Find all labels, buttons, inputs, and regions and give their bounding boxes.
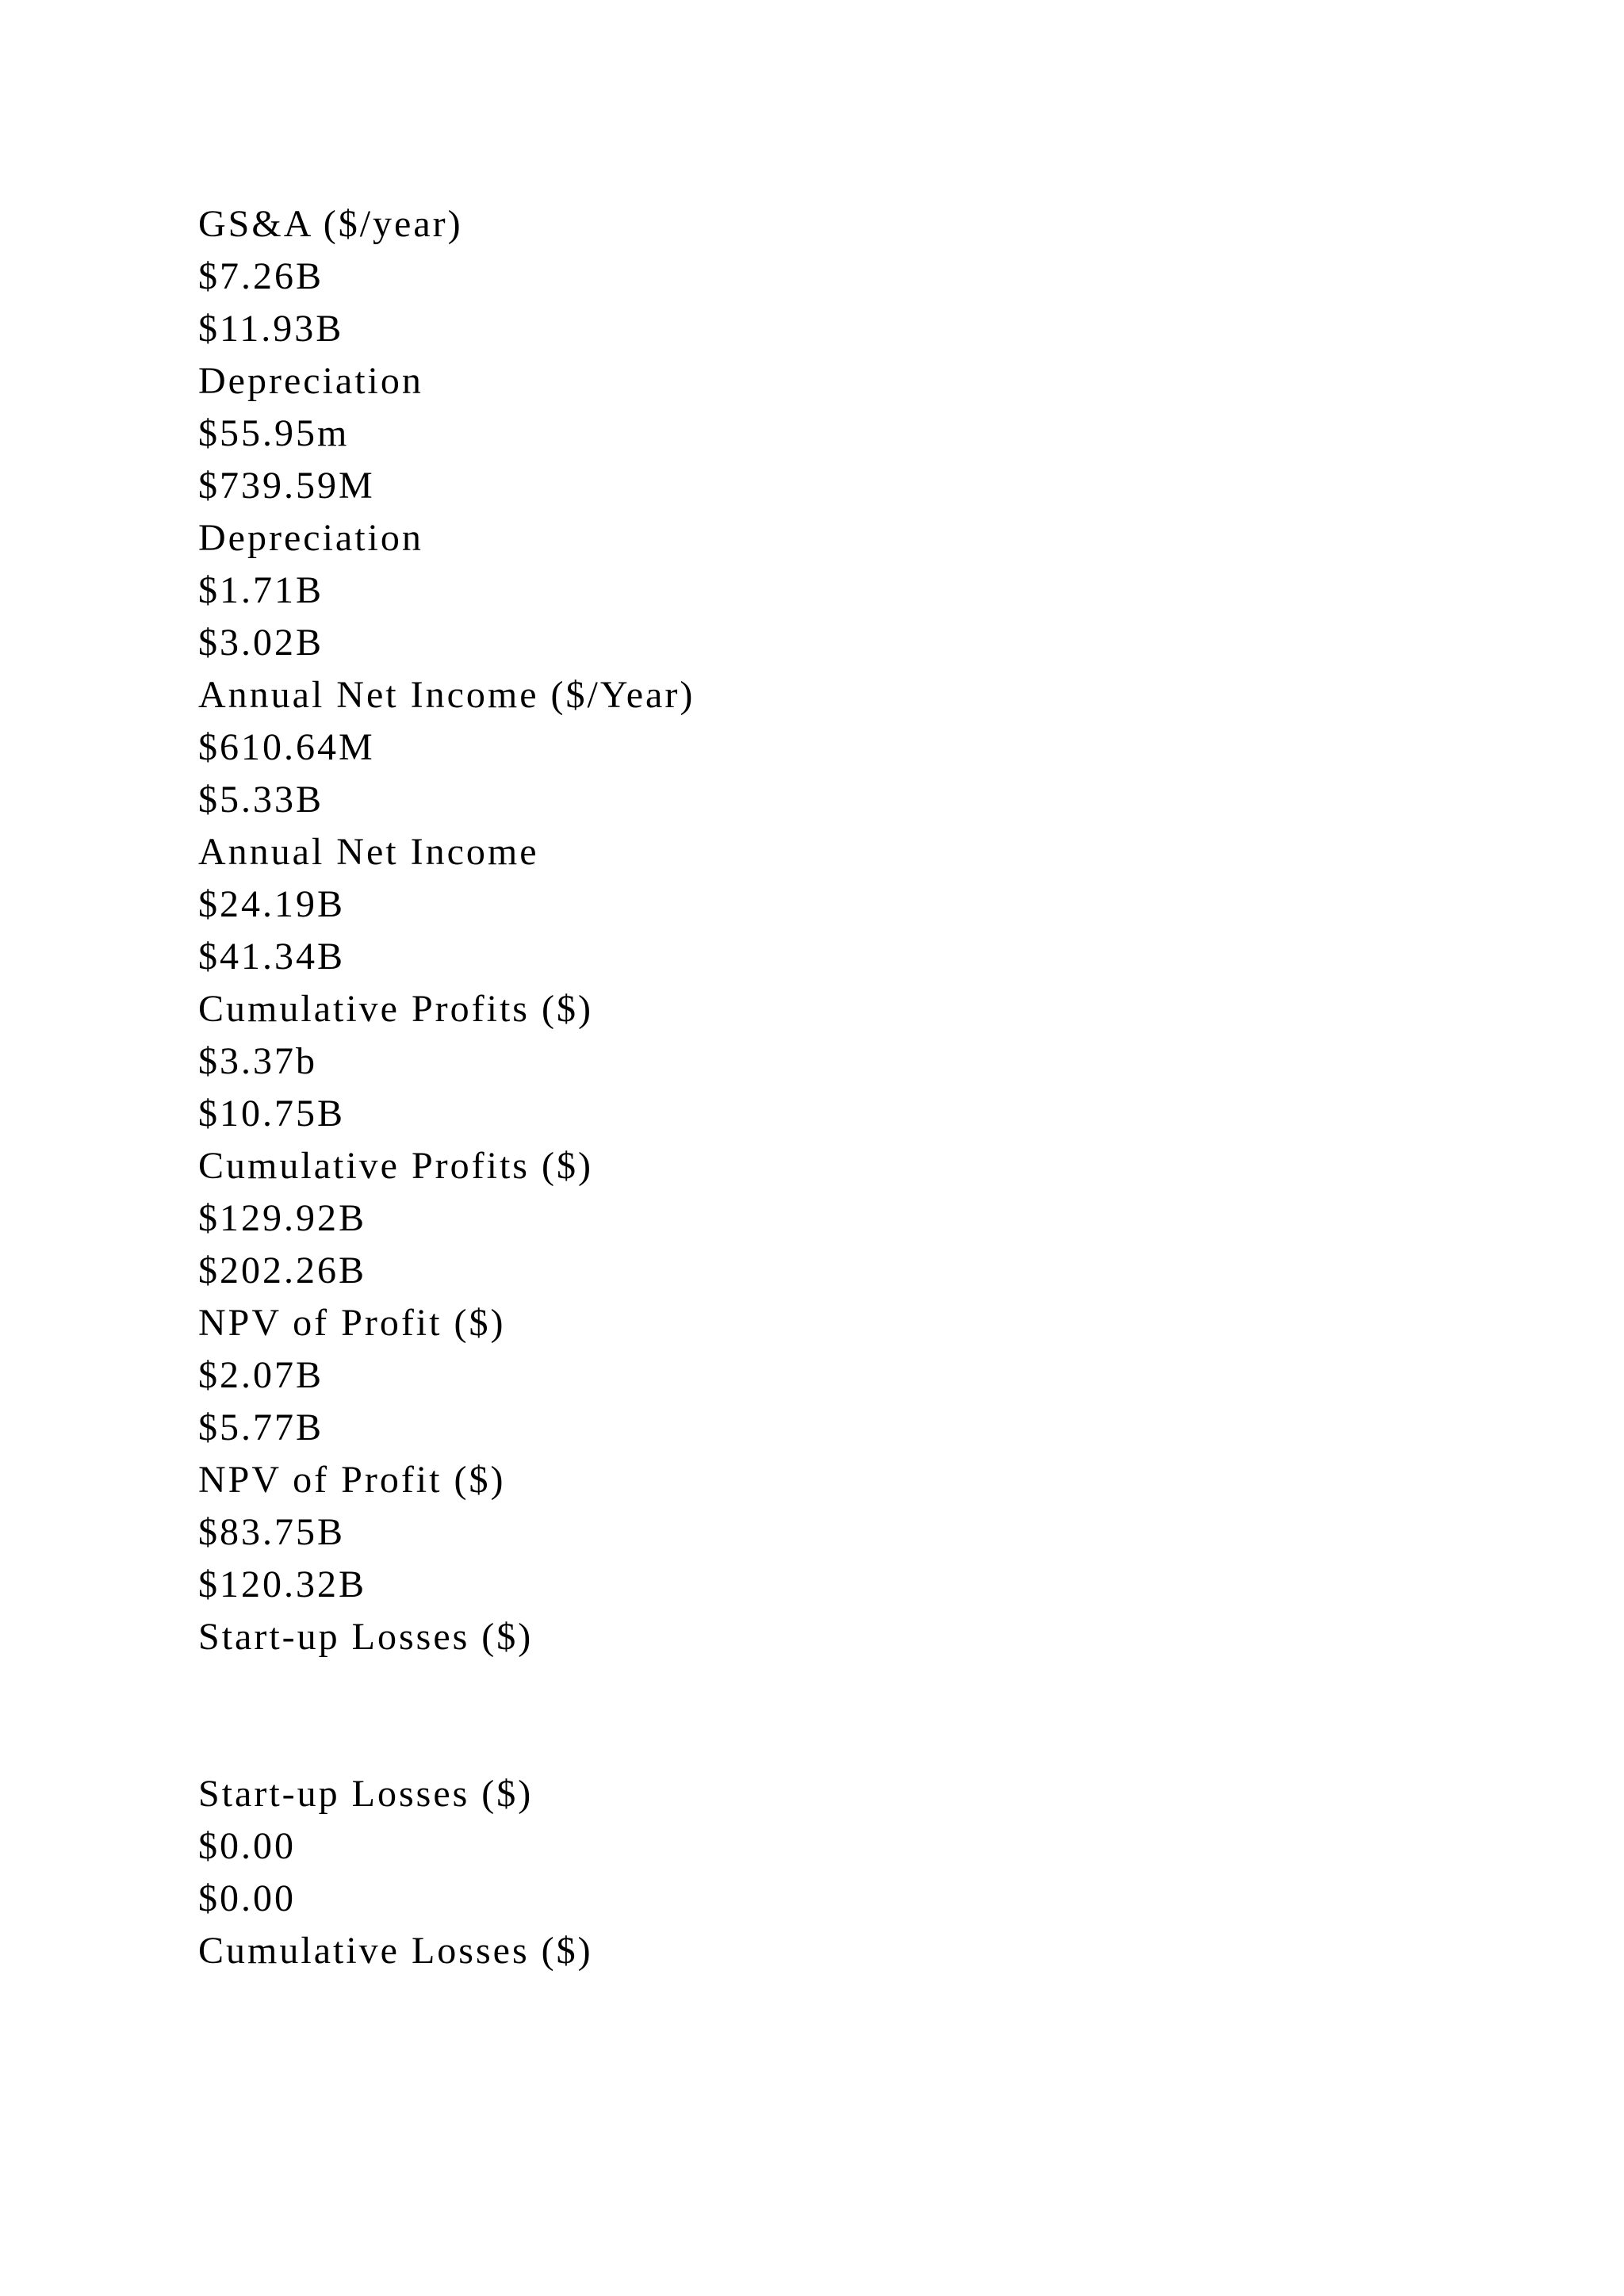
text-line: $120.32B [198,1563,367,1605]
text-line: NPV of Profit ($) [198,1302,506,1344]
text-line: Cumulative Profits ($) [198,988,593,1030]
text-line: Cumulative Profits ($) [198,1145,593,1187]
text-line: $24.19B [198,883,346,925]
text-line: $3.37b [198,1040,317,1082]
paragraph-gap [198,1663,1467,1768]
text-line: Start-up Losses ($) [198,1616,534,1658]
text-line: $3.02B [198,622,324,664]
text-line: Cumulative Losses ($) [198,1930,593,1972]
text-line: $5.33B [198,779,324,821]
text-line: $129.92B [198,1197,367,1239]
text-line: $610.64M [198,726,375,768]
text-line: GS&A ($/year) [198,203,463,245]
text-line: $5.77B [198,1406,324,1448]
text-line: $7.26B [198,255,324,297]
text-line: $10.75B [198,1093,346,1135]
text-line: $0.00 [198,1825,296,1867]
text-line: $55.95m [198,412,350,454]
text-body [198,198,1467,1977]
text-line: $1.71B [198,569,324,611]
text-line: Depreciation [198,360,423,402]
text-line: $11.93B [198,308,344,350]
text-line: $0.00 [198,1877,296,1919]
text-line: Annual Net Income [198,831,539,873]
text-line: Annual Net Income ($/Year) [198,674,695,716]
text-line: Depreciation [198,517,423,559]
text-line: Start-up Losses ($) [198,1773,534,1815]
text-line: $41.34B [198,936,346,978]
text-line: $202.26B [198,1249,367,1292]
text-line: NPV of Profit ($) [198,1459,506,1501]
text-line: $83.75B [198,1511,346,1553]
text-line: $739.59M [198,465,375,507]
text-line: $2.07B [198,1354,324,1396]
